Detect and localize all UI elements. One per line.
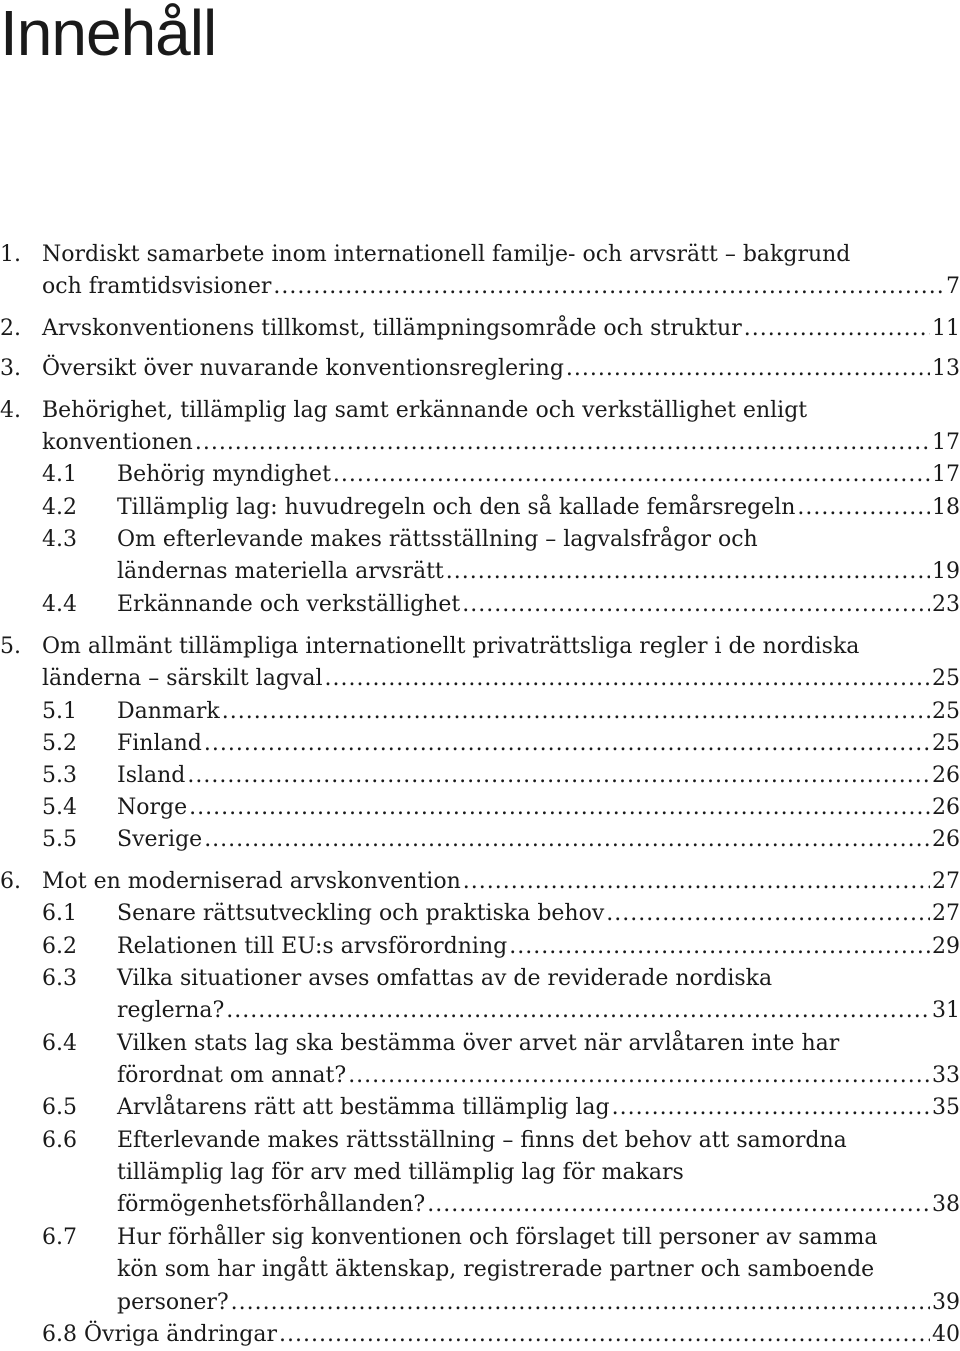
toc-page-number: 17 bbox=[932, 462, 960, 487]
toc-entry-title: Arvskonventionens tillkomst, tillämpningsområde och struktur bbox=[42, 316, 742, 341]
toc-entry-number: 5.5 bbox=[42, 827, 77, 852]
toc-page-number: 31 bbox=[932, 998, 960, 1023]
dot-leader bbox=[566, 352, 930, 385]
toc-entry-title: Erkännande och verkställighet bbox=[117, 592, 461, 617]
toc-page-number: 26 bbox=[932, 795, 960, 820]
toc-entry-number: 4.1 bbox=[42, 462, 77, 487]
toc-entry-number: 6.1 bbox=[42, 901, 77, 926]
toc-entry-title: Efterlevande makes rättsställning – finns det behov att samordna bbox=[117, 1128, 847, 1153]
toc-entry-number: 6.2 bbox=[42, 934, 77, 959]
toc-entry-number: 5. bbox=[0, 634, 21, 659]
dot-leader bbox=[463, 865, 930, 898]
toc-entry-number: 6.6 bbox=[42, 1128, 77, 1153]
toc-entry-number: 4.4 bbox=[42, 592, 77, 617]
toc-page-number: 27 bbox=[932, 901, 960, 926]
toc-page-number: 26 bbox=[932, 827, 960, 852]
toc-page-number: 39 bbox=[932, 1290, 960, 1315]
toc-page-number: 38 bbox=[932, 1192, 960, 1217]
toc-entry-title: länderna – särskilt lagval bbox=[42, 666, 323, 691]
toc-page-number: 27 bbox=[932, 869, 960, 894]
dot-leader bbox=[348, 1059, 930, 1092]
toc-entry-title: förmögenhetsförhållanden? bbox=[117, 1192, 426, 1217]
toc-page-number: 19 bbox=[932, 559, 960, 584]
dot-leader bbox=[509, 930, 930, 963]
toc-entry-number: 4.2 bbox=[42, 495, 77, 520]
dot-leader bbox=[324, 662, 930, 695]
toc-entry-number: 5.1 bbox=[42, 699, 77, 724]
toc-page-number: 35 bbox=[932, 1095, 960, 1120]
toc-entry-title: och framtidsvisioner bbox=[42, 274, 272, 299]
toc-entry-number: 5.2 bbox=[42, 731, 77, 756]
dot-leader bbox=[204, 823, 930, 856]
toc-page-number: 11 bbox=[932, 316, 960, 341]
toc-page-number: 17 bbox=[932, 430, 960, 455]
toc-entry-title: Island bbox=[117, 763, 186, 788]
toc-entry-title: Nordiskt samarbete inom internationell familje- och arvsrätt – bakgrund bbox=[42, 242, 851, 267]
toc-page-number: 25 bbox=[932, 731, 960, 756]
toc-page-number: 13 bbox=[932, 356, 960, 381]
toc-entry-number: 4.3 bbox=[42, 527, 77, 552]
toc-entry-title: tillämplig lag för arv med tillämplig lag för makars bbox=[117, 1160, 684, 1185]
toc-page-number: 25 bbox=[932, 699, 960, 724]
toc-entry-title: Finland bbox=[117, 731, 202, 756]
toc-page-number: 33 bbox=[932, 1063, 960, 1088]
dot-leader bbox=[744, 312, 930, 345]
toc-entry-number: 3. bbox=[0, 356, 21, 381]
toc-entry-title: Behörighet, tillämplig lag samt erkännande och verkställighet enligt bbox=[42, 398, 808, 423]
toc-entry-title: Norge bbox=[117, 795, 188, 820]
toc-entry-number: 6. bbox=[0, 869, 21, 894]
page-title: Innehåll bbox=[0, 0, 217, 69]
dot-leader bbox=[222, 695, 930, 728]
dot-leader bbox=[226, 994, 930, 1027]
toc-page-number: 29 bbox=[932, 934, 960, 959]
toc-entry-number: 4. bbox=[0, 398, 21, 423]
toc-page-number: 18 bbox=[932, 495, 960, 520]
toc-entry-number: 6.7 bbox=[42, 1225, 77, 1250]
toc-page-number: 26 bbox=[932, 763, 960, 788]
toc-entry-title: Mot en moderniserad arvskonvention bbox=[42, 869, 461, 894]
toc-entry-title: Vilka situationer avses omfattas av de reviderade nordiska bbox=[117, 966, 773, 991]
toc-page-number: 7 bbox=[946, 274, 960, 299]
toc-page-number: 25 bbox=[932, 666, 960, 691]
toc-entry-title: Hur förhåller sig konventionen och förslaget till personer av samma bbox=[117, 1225, 878, 1250]
dot-leader bbox=[446, 555, 930, 588]
toc-entry-title: Sverige bbox=[117, 827, 203, 852]
toc-page-number: 23 bbox=[932, 592, 960, 617]
dot-leader bbox=[189, 791, 930, 824]
toc-entry-title: Danmark bbox=[117, 699, 220, 724]
toc-page-number: 40 bbox=[932, 1322, 960, 1347]
toc-entry-title: Senare rättsutveckling och praktiska behov bbox=[117, 901, 605, 926]
toc-entry-title: Om allmänt tillämpliga internationellt privaträttsliga regler i de nordiska bbox=[42, 634, 860, 659]
dot-leader bbox=[427, 1188, 930, 1221]
toc-entry-title: 6.8 Övriga ändringar bbox=[42, 1322, 277, 1347]
toc-entry-title: reglerna? bbox=[117, 998, 225, 1023]
toc-entry-title: ländernas materiella arvsrätt bbox=[117, 559, 444, 584]
toc-entry-number: 5.4 bbox=[42, 795, 77, 820]
toc-entry-number: 6.3 bbox=[42, 966, 77, 991]
dot-leader bbox=[273, 270, 944, 303]
toc-entry-number: 6.5 bbox=[42, 1095, 77, 1120]
dot-leader bbox=[231, 1286, 930, 1319]
dot-leader bbox=[462, 588, 930, 621]
dot-leader bbox=[279, 1318, 930, 1351]
toc-entry-title: Relationen till EU:s arvsförordning bbox=[117, 934, 508, 959]
toc-entry-number: 1. bbox=[0, 242, 21, 267]
toc-entry-number: 6.4 bbox=[42, 1031, 77, 1056]
toc-entry-title: Översikt över nuvarande konventionsreglering bbox=[42, 356, 564, 381]
toc-entry-title: kön som har ingått äktenskap, registrerade partner och samboende bbox=[117, 1257, 875, 1282]
dot-leader bbox=[797, 491, 930, 524]
dot-leader bbox=[612, 1091, 930, 1124]
toc-entry-title: förordnat om annat? bbox=[117, 1063, 347, 1088]
dot-leader bbox=[333, 458, 930, 491]
toc-entry-title: Behörig myndighet bbox=[117, 462, 331, 487]
toc-entry-number: 2. bbox=[0, 316, 21, 341]
toc-entry-title: Vilken stats lag ska bestämma över arvet när arvlåtaren inte har bbox=[117, 1031, 840, 1056]
toc-entry-title: Tillämplig lag: huvudregeln och den så kallade femårsregeln bbox=[117, 495, 796, 520]
dot-leader bbox=[187, 759, 930, 792]
toc-entry-title: konventionen bbox=[42, 430, 193, 455]
toc-entry-number: 5.3 bbox=[42, 763, 77, 788]
dot-leader bbox=[606, 897, 930, 930]
toc-entry-title: Om efterlevande makes rättsställning – lagvalsfrågor och bbox=[117, 527, 758, 552]
dot-leader bbox=[204, 727, 930, 760]
toc-entry-title: Arvlåtarens rätt att bestämma tillämplig lag bbox=[117, 1095, 610, 1120]
dot-leader bbox=[195, 426, 930, 459]
toc-entry-title: personer? bbox=[117, 1290, 229, 1315]
